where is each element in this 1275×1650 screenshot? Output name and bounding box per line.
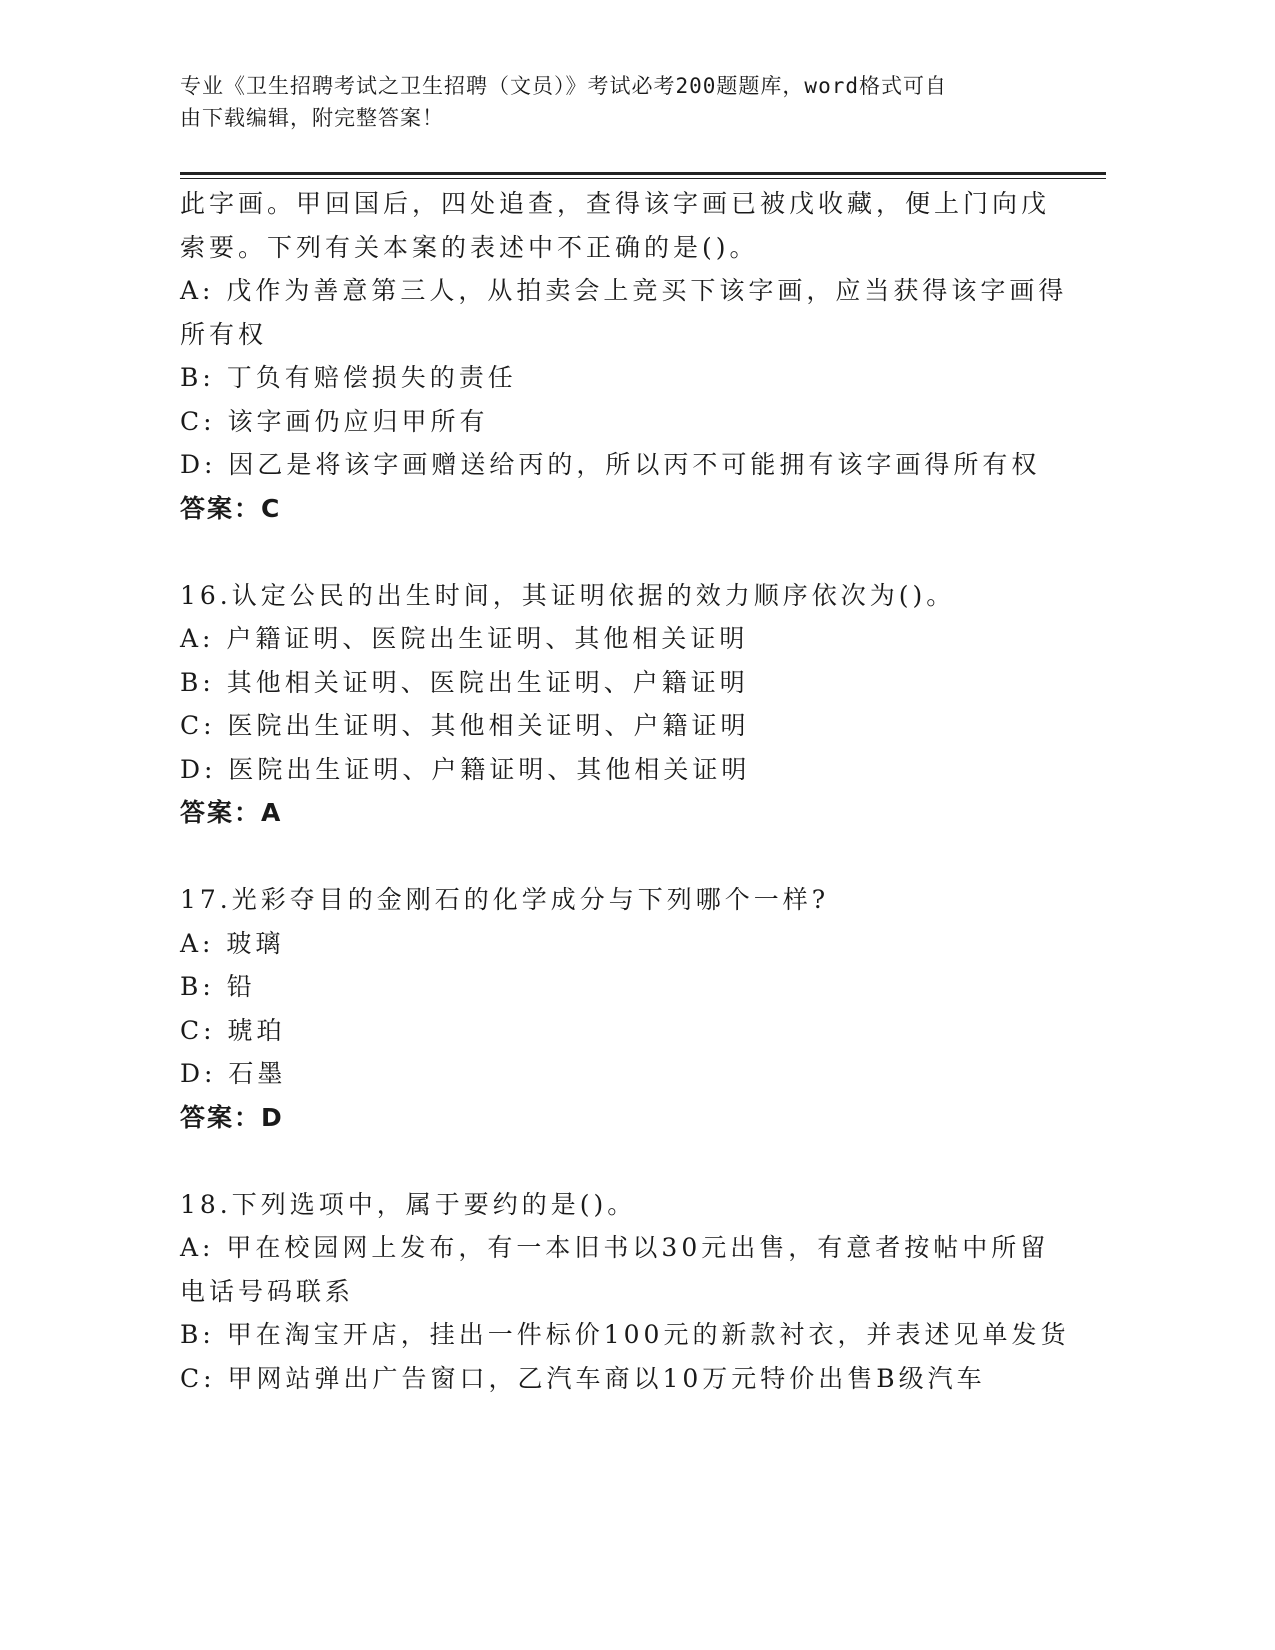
question-15-option-a-line-2: 所有权 bbox=[180, 319, 268, 349]
document-header bbox=[180, 70, 1050, 134]
header-divider-thick bbox=[180, 172, 1106, 175]
question-16-answer: 答案：A bbox=[180, 798, 283, 827]
question-18-option-a-line-1: A: 甲在校园网上发布，有一本旧书以30元出售，有意者按帖中所留 bbox=[180, 1233, 1050, 1262]
question-16-option-d: D: 医院出生证明、户籍证明、其他相关证明 bbox=[180, 754, 751, 784]
question-16-text: 16.认定公民的出生时间，其证明依据的效力顺序依次为()。 bbox=[180, 580, 956, 610]
question-18-option-b: B: 甲在淘宝开店，挂出一件标价100元的新款衬衣，并表述见单发货 bbox=[180, 1320, 1070, 1349]
question-17-option-c: C: 琥珀 bbox=[180, 1015, 286, 1045]
question-17-option-a: A: 玻璃 bbox=[180, 928, 285, 958]
question-15-option-d: D: 因乙是将该字画赠送给丙的，所以丙不可能拥有该字画得所有权 bbox=[180, 450, 1041, 479]
question-17-option-b: B: 铅 bbox=[180, 972, 256, 1001]
question-17-option-d: D: 石墨 bbox=[180, 1059, 287, 1088]
question-15-block bbox=[180, 182, 1068, 530]
spacer bbox=[180, 1139, 1060, 1183]
question-16-block bbox=[180, 574, 1060, 835]
question-17-text: 17.光彩夺目的金刚石的化学成分与下列哪个一样? bbox=[180, 885, 830, 914]
question-15-continuation-2: 索要。下列有关本案的表述中不正确的是()。 bbox=[180, 232, 759, 262]
spacer bbox=[180, 530, 1060, 574]
question-15-answer: 答案：C bbox=[180, 493, 282, 523]
question-17-block bbox=[180, 878, 1060, 1139]
question-15-option-c: C: 该字画仍应归甲所有 bbox=[180, 406, 489, 436]
header-divider-thin bbox=[180, 178, 1106, 179]
question-16-option-b: B: 其他相关证明、医院出生证明、户籍证明 bbox=[180, 667, 749, 697]
spacer bbox=[180, 835, 1060, 879]
question-16-option-a: A: 户籍证明、医院出生证明、其他相关证明 bbox=[180, 624, 749, 653]
question-16-option-c: C: 医院出生证明、其他相关证明、户籍证明 bbox=[180, 711, 750, 740]
document-body bbox=[180, 182, 1070, 1400]
question-15-option-a-line-1: A: 戊作为善意第三人，从拍卖会上竞买下该字画，应当获得该字画得 bbox=[180, 276, 1068, 305]
header-line-1: 专业《卫生招聘考试之卫生招聘（文员）》考试必考200题题库，word格式可自 bbox=[180, 74, 947, 98]
question-15-continuation-1: 此字画。甲回国后，四处追查，查得该字画已被戊收藏，便上门向戊 bbox=[180, 189, 1051, 218]
question-17-answer: 答案：D bbox=[180, 1102, 284, 1132]
question-18-text: 18.下列选项中，属于要约的是()。 bbox=[180, 1189, 637, 1219]
question-15-option-b: B: 丁负有赔偿损失的责任 bbox=[180, 363, 517, 392]
question-18-option-c: C: 甲网站弹出广告窗口，乙汽车商以10万元特价出售B级汽车 bbox=[180, 1363, 986, 1393]
question-18-option-a-line-2: 电话号码联系 bbox=[180, 1276, 355, 1306]
header-line-2: 由下载编辑，附完整答案！ bbox=[180, 106, 444, 130]
question-18-block bbox=[180, 1183, 1070, 1401]
